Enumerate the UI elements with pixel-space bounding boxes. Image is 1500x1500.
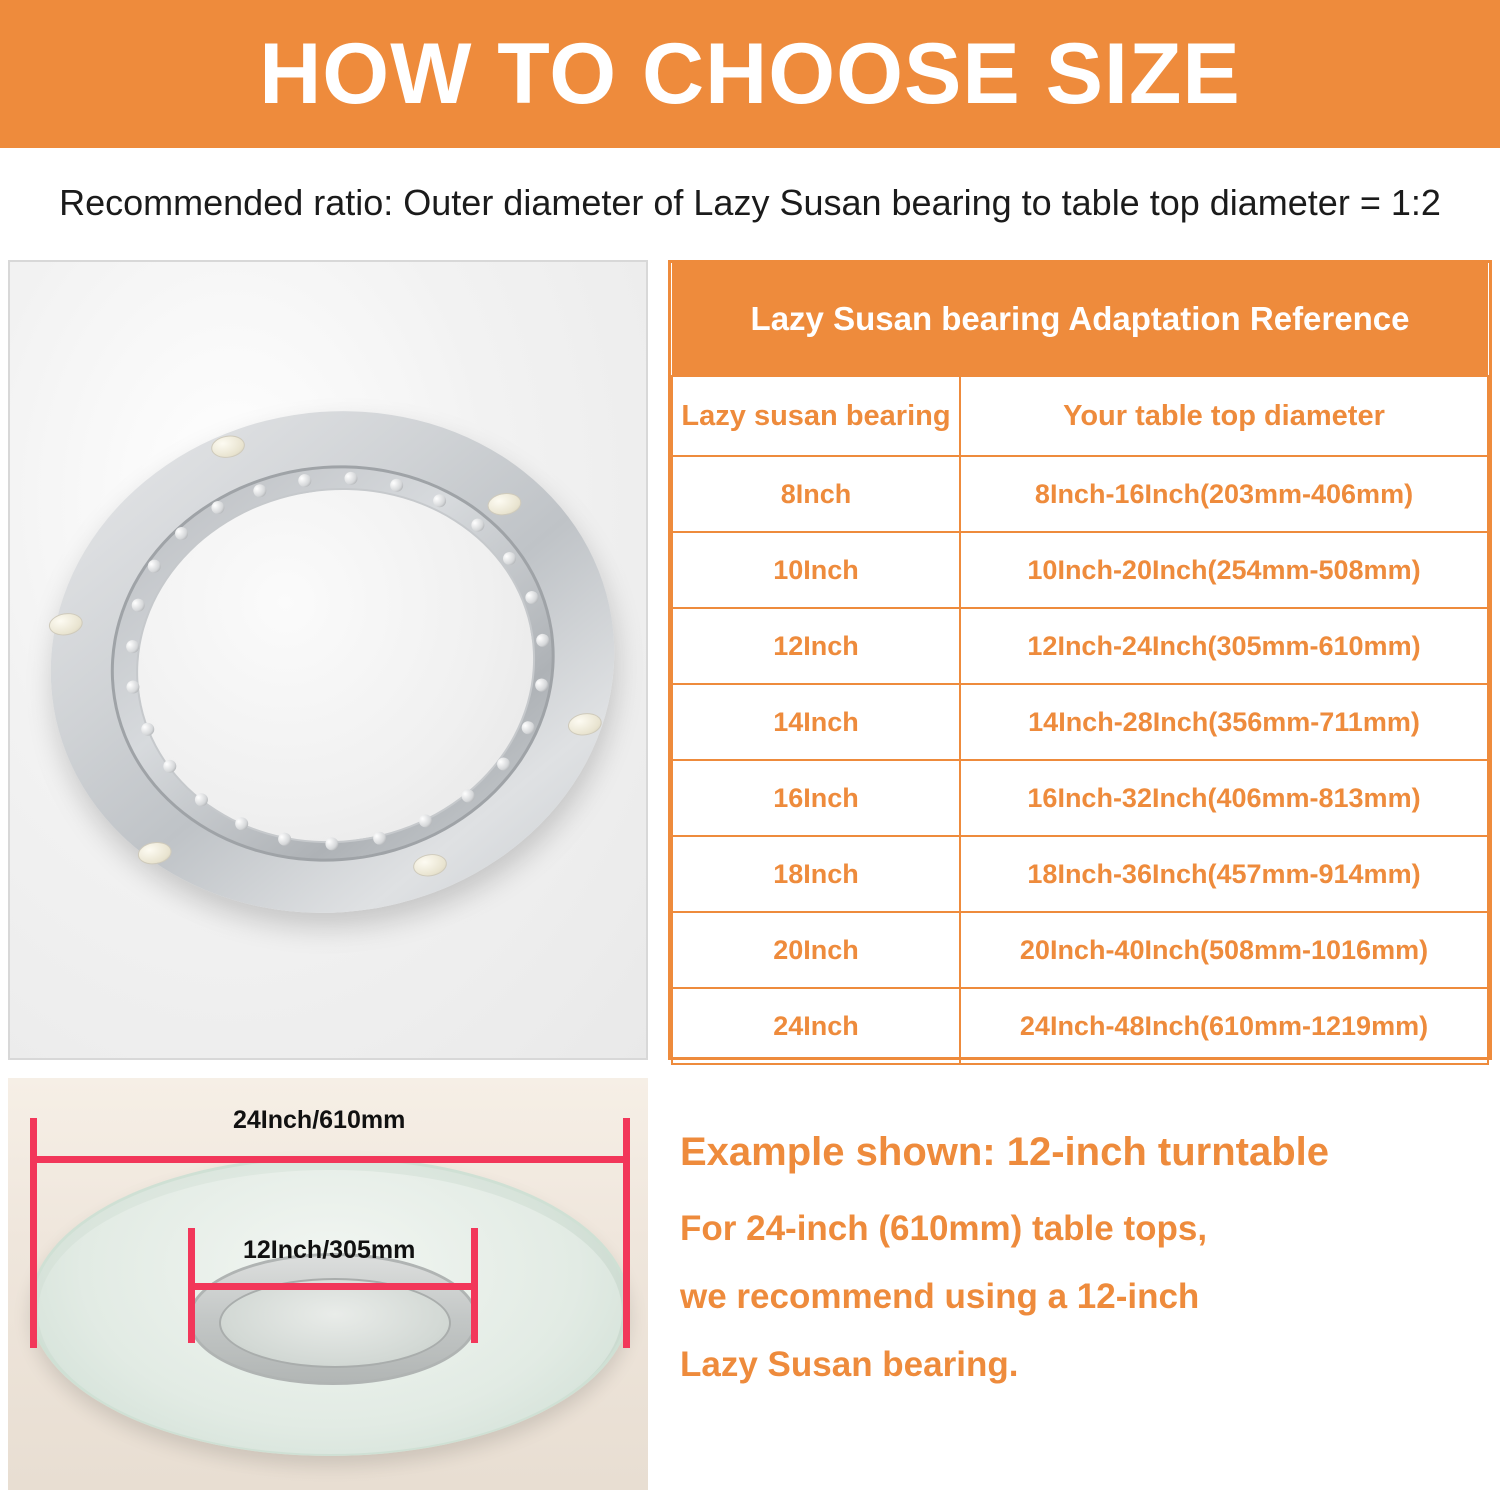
mounted-bearing (188, 1253, 478, 1385)
inner-dimension-label: 12Inch/305mm (243, 1236, 416, 1264)
mounted-bearing-inner (219, 1278, 451, 1368)
cell-bearing-size: 14Inch (672, 684, 960, 760)
turntable-example-photo (8, 1078, 648, 1490)
cell-bearing-size: 16Inch (672, 760, 960, 836)
example-note-line-3: Lazy Susan bearing. (680, 1345, 1019, 1384)
bearing-pad (566, 711, 603, 738)
bearing-pad (486, 491, 523, 518)
table-row (672, 912, 1488, 988)
outer-dimension-line (30, 1156, 630, 1163)
cell-bearing-size: 20Inch (672, 912, 960, 988)
table-row (672, 608, 1488, 684)
example-note-line-2: we recommend using a 12-inch (680, 1277, 1200, 1316)
outer-dimension-label: 24Inch/610mm (233, 1106, 406, 1134)
cell-tabletop-range: 14Inch-28Inch(356mm-711mm) (960, 684, 1488, 760)
example-note-line-1: For 24-inch (610mm) table tops, (680, 1209, 1208, 1248)
cell-tabletop-range: 16Inch-32Inch(406mm-813mm) (960, 760, 1488, 836)
cell-bearing-size: 24Inch (672, 988, 960, 1064)
bearing-inner-ring (110, 459, 560, 871)
cell-tabletop-range: 10Inch-20Inch(254mm-508mm) (960, 532, 1488, 608)
example-note (680, 1130, 1490, 1413)
column-header-bearing: Lazy susan bearing (672, 376, 960, 456)
table-row (672, 988, 1488, 1064)
column-header-tabletop: Your table top diameter (960, 376, 1488, 456)
page-title: HOW TO CHOOSE SIZE (259, 26, 1241, 122)
inner-dimension-tick-left (188, 1228, 195, 1343)
header-banner (0, 0, 1500, 148)
cell-tabletop-range: 12Inch-24Inch(305mm-610mm) (960, 608, 1488, 684)
table-row (672, 456, 1488, 532)
bearing-pad (411, 852, 448, 879)
cell-bearing-size: 8Inch (672, 456, 960, 532)
table-caption: Lazy Susan bearing Adaptation Reference (672, 263, 1488, 376)
example-note-title: Example shown: 12-inch turntable (680, 1130, 1330, 1174)
table-row (672, 684, 1488, 760)
adaptation-reference-table (668, 260, 1492, 1060)
outer-dimension-tick-right (623, 1118, 630, 1348)
bearing-product-photo (8, 260, 648, 1060)
cell-bearing-size: 10Inch (672, 532, 960, 608)
recommended-ratio-text: Recommended ratio: Outer diameter of Lazy Susan bearing to table top diameter = 1:2 (59, 182, 1441, 223)
cell-tabletop-range: 18Inch-36Inch(457mm-914mm) (960, 836, 1488, 912)
bearing-pad (210, 433, 247, 460)
cell-tabletop-range: 8Inch-16Inch(203mm-406mm) (960, 456, 1488, 532)
cell-tabletop-range: 24Inch-48Inch(610mm-1219mm) (960, 988, 1488, 1064)
inner-dimension-line (188, 1283, 478, 1290)
table-row (672, 836, 1488, 912)
table-row (672, 532, 1488, 608)
cell-bearing-size: 18Inch (672, 836, 960, 912)
cell-tabletop-range: 20Inch-40Inch(508mm-1016mm) (960, 912, 1488, 988)
cell-bearing-size: 12Inch (672, 608, 960, 684)
inner-dimension-tick-right (471, 1228, 478, 1343)
table-row (672, 760, 1488, 836)
outer-dimension-tick-left (30, 1118, 37, 1348)
